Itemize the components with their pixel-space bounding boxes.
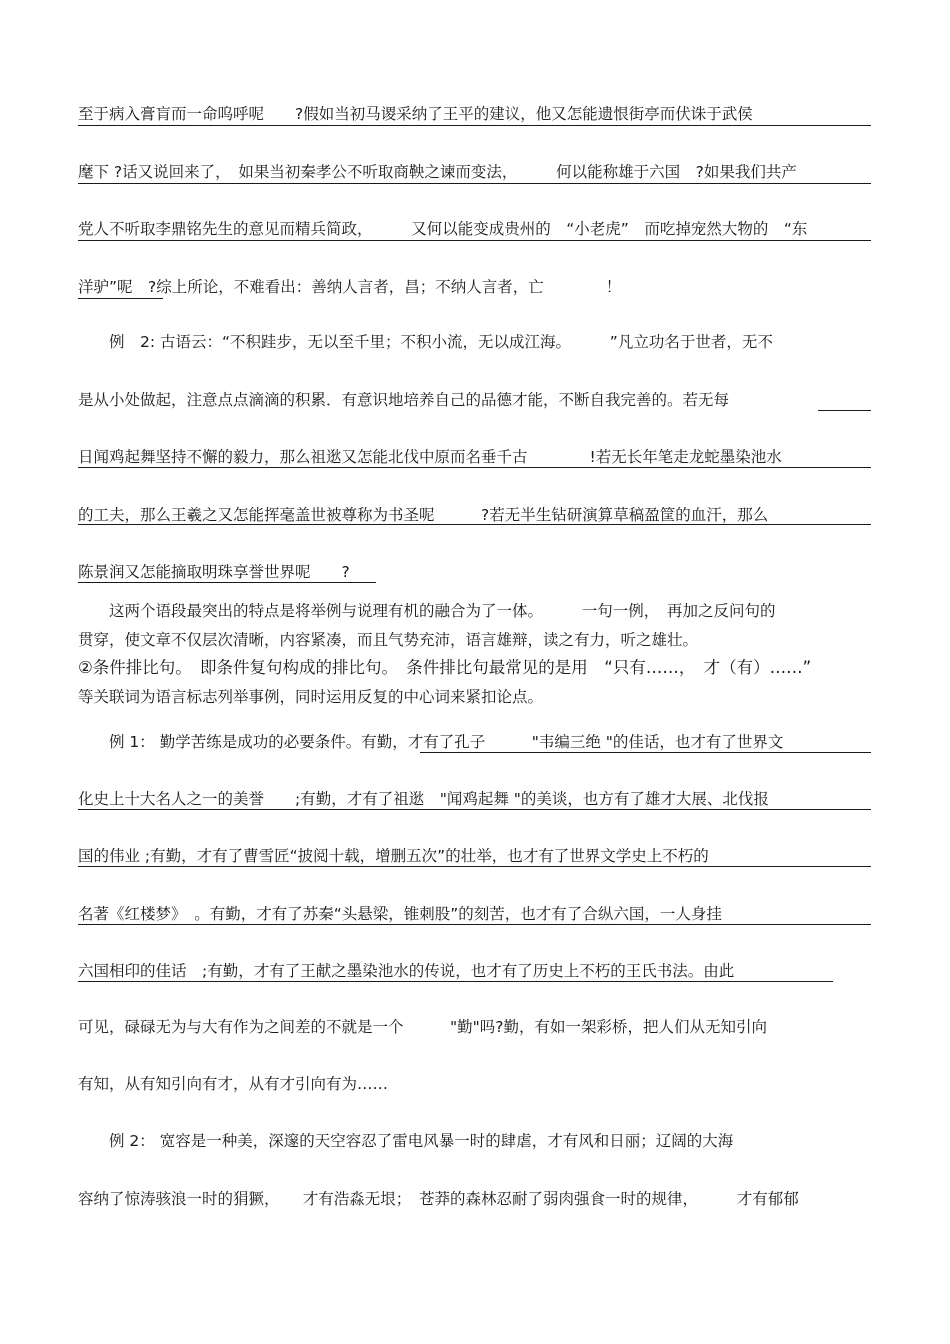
text-line: 洋驴”呢 ?综上所论，不难看出：善纳人言者，昌；不纳人言者，亡 ！ xyxy=(78,278,622,296)
text-line: 化史上十大名人之一的美誉 ;有勤，才有了祖逖 "闻鸡起舞 "的美谈，也方有了雄才大展、北伐报 xyxy=(78,790,769,808)
text-line: 是从小处做起，注意点点滴滴的积累．有意识地培养自己的品德才能，不断自我完善的。若无每 xyxy=(78,391,730,409)
text-line: 陈景润又怎能摘取明珠享誉世界呢 ? xyxy=(78,563,350,581)
underline xyxy=(420,752,871,753)
text-line: 日闻鸡起舞坚持不懈的毅力，那么祖逖又怎能北伐中原而名垂千古 !若无长年笔走龙蛇墨染池水 xyxy=(78,448,782,466)
text-line: 可见，碌碌无为与大有作为之间差的不就是一个 "勤"吗?勤，有如一架彩桥，把人们从无知引向 xyxy=(78,1018,767,1036)
text-line: 至于病入膏肓而一命呜呼呢 ?假如当初马谡采纳了王平的建议，他又怎能遗恨街亭而伏诛于武侯 xyxy=(78,105,753,123)
underline xyxy=(78,467,871,468)
underline xyxy=(78,866,871,867)
text-line: ②条件排比句。 即条件复句构成的排比句。 条件排比句最常见的是用 “只有……， 才（有）……” xyxy=(78,658,812,677)
text-line: 国的伟业 ;有勤，才有了曹雪匠“披阅十载，增删五次”的壮举，也才有了世界文学史上不朽的 xyxy=(78,847,709,865)
underline xyxy=(78,183,871,184)
underline xyxy=(78,809,871,810)
underline xyxy=(78,981,833,982)
text-line: 例 2： 宽容是一种美，深邃的天空容忍了雷电风暴一时的肆虐，才有风和日丽；辽阔的大海 xyxy=(78,1132,734,1150)
text-line: 的工夫，那么王羲之又怎能挥毫盖世被尊称为书圣呢 ?若无半生钻研演算草稿盈筐的血汗，那么 xyxy=(78,506,769,524)
text-line: 名著《红楼梦》 。有勤，才有了苏秦“头悬梁，锥刺股”的刻苦，也才有了合纵六国，一人身挂 xyxy=(78,905,722,923)
underline xyxy=(78,582,376,583)
underline xyxy=(78,298,163,299)
underline xyxy=(78,524,871,525)
text-line: 麾下 ?话又说回来了， 如果当初秦孝公不听取商鞅之谏而变法， 何以能称雄于六国 ?如果我们共产 xyxy=(78,163,797,181)
underline xyxy=(78,125,871,126)
text-line: 这两个语段最突出的特点是将举例与说理有机的融合为了一体。 一句一例， 再加之反问句的 xyxy=(78,602,776,620)
text-line: 等关联词为语言标志列举事例，同时运用反复的中心词来紧扣论点。 xyxy=(78,688,544,706)
text-line: 党人不听取李鼎铭先生的意见而精兵简政， 又何以能变成贵州的 “小老虎” 而吃掉宠然大物的 “东 xyxy=(78,220,808,238)
text-line: 六国相印的佳话 ;有勤，才有了王献之墨染池水的传说，也才有了历史上不朽的王氏书法。由此 xyxy=(78,962,735,980)
text-line: 例 2: 古语云：“不积跬步，无以至千里；不积小流，无以成江海。 ”凡立功名于世者，无不 xyxy=(78,333,773,351)
text-line: 例 1： 勤学苦练是成功的必要条件。有勤，才有了孔子 "韦编三绝 "的佳话，也才有了世界文 xyxy=(78,733,784,751)
underline xyxy=(78,240,871,241)
underline xyxy=(78,924,871,925)
text-line: 容纳了惊涛骇浪一时的狷獗， 才有浩淼无垠； 苍莽的森林忍耐了弱肉强食一时的规律， 才有郁郁 xyxy=(78,1190,799,1208)
underline xyxy=(818,410,871,411)
text-line: 贯穿，使文章不仅层次清晰，内容紧凑，而且气势充沛，语言雄辩，读之有力，听之雄壮。 xyxy=(78,631,699,649)
text-line: 有知，从有知引向有才，从有才引向有为…… xyxy=(78,1075,389,1093)
